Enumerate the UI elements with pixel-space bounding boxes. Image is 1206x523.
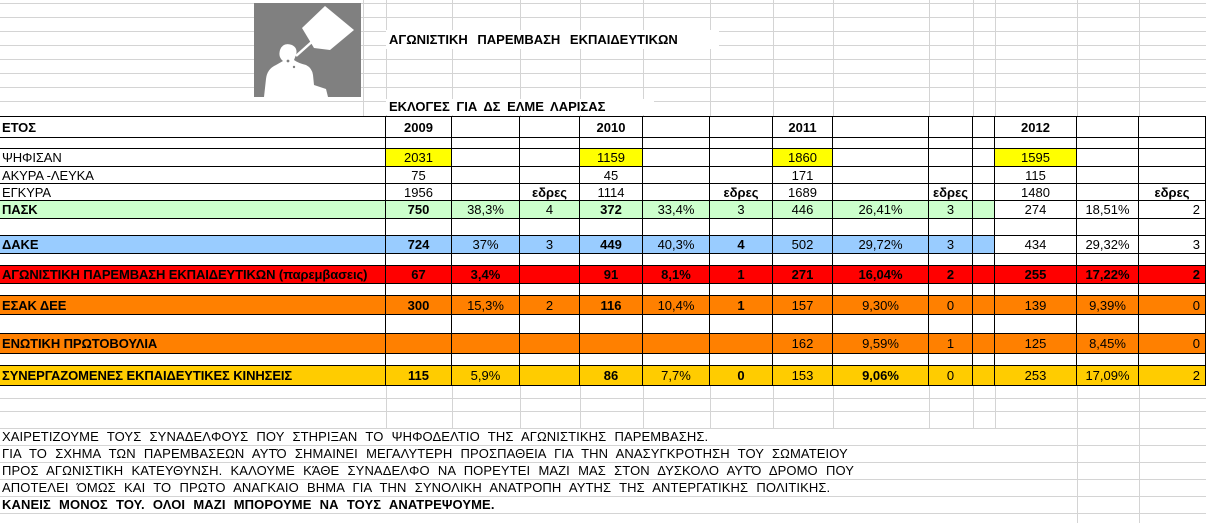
- table-cell[interactable]: 1860: [773, 149, 833, 167]
- table-cell[interactable]: 0: [929, 366, 973, 386]
- empty-cell[interactable]: [520, 266, 580, 284]
- empty-cell[interactable]: [643, 219, 710, 236]
- gridline: [929, 385, 930, 428]
- empty-cell[interactable]: [452, 138, 520, 149]
- empty-cell[interactable]: [710, 315, 773, 334]
- empty-cell[interactable]: [973, 117, 995, 138]
- empty-cell[interactable]: [0, 284, 386, 296]
- empty-cell[interactable]: [580, 354, 643, 366]
- empty-cell[interactable]: [995, 219, 1077, 236]
- gridline: [580, 385, 581, 428]
- row-label-cell[interactable]: ΕΤΟΣ: [0, 117, 386, 138]
- empty-cell[interactable]: [1077, 149, 1139, 167]
- table-cell[interactable]: 0: [710, 366, 773, 386]
- empty-cell[interactable]: [520, 138, 580, 149]
- empty-cell[interactable]: [833, 149, 929, 167]
- empty-cell[interactable]: [973, 201, 995, 219]
- empty-cell[interactable]: [0, 254, 386, 266]
- row-label-cell[interactable]: ΕΓΚΥΡΑ: [0, 184, 386, 201]
- empty-cell[interactable]: [520, 219, 580, 236]
- table-cell[interactable]: 45: [580, 167, 643, 184]
- table-cell[interactable]: 372: [580, 201, 643, 219]
- gridline: [973, 385, 974, 428]
- table-row: [0, 167, 1206, 184]
- table-cell[interactable]: εδρες: [929, 184, 973, 201]
- gridline: [1139, 385, 1140, 523]
- empty-cell[interactable]: [1077, 254, 1139, 266]
- empty-cell[interactable]: [929, 138, 973, 149]
- empty-cell[interactable]: [1077, 219, 1139, 236]
- table-cell[interactable]: 116: [580, 296, 643, 315]
- empty-cell[interactable]: [833, 284, 929, 296]
- empty-cell[interactable]: [1139, 254, 1206, 266]
- empty-cell[interactable]: [643, 138, 710, 149]
- table-cell[interactable]: 1956: [386, 184, 452, 201]
- empty-cell[interactable]: [973, 296, 995, 315]
- footer-line: ΚΑΝΕΙΣ ΜΟΝΟΣ ΤΟΥ. ΟΛΟΙ ΜΑΖΙ ΜΠΟΡΟΥΜΕ ΝΑ ΤΟΥΣ ΑΝΑΤΡΕΨΟΥΜΕ.: [2, 497, 495, 512]
- table-cell[interactable]: εδρες: [1139, 184, 1206, 201]
- table-cell[interactable]: 15,3%: [452, 296, 520, 315]
- gridline: [710, 385, 711, 428]
- table-cell[interactable]: 300: [386, 296, 452, 315]
- gridline: [0, 59, 1206, 60]
- table-cell[interactable]: 1689: [773, 184, 833, 201]
- empty-cell[interactable]: [580, 284, 643, 296]
- empty-cell[interactable]: [643, 315, 710, 334]
- gridline: [929, 0, 930, 116]
- empty-cell[interactable]: [643, 254, 710, 266]
- empty-cell[interactable]: [833, 117, 929, 138]
- empty-cell[interactable]: [520, 315, 580, 334]
- empty-cell[interactable]: [1139, 149, 1206, 167]
- table-cell[interactable]: 37%: [452, 236, 520, 254]
- sheet-subtitle: ΕΚΛΟΓΕΣ ΓΙΑ ΔΣ ΕΛΜΕ ΛΑΡΙΣΑΣ: [386, 99, 654, 115]
- table-cell[interactable]: 18,51%: [1077, 201, 1139, 219]
- table-cell[interactable]: 2: [1139, 201, 1206, 219]
- table-cell[interactable]: 1: [929, 334, 973, 354]
- empty-cell[interactable]: [773, 315, 833, 334]
- table-row: [0, 201, 1206, 219]
- footer-line: ΓΙΑ ΤΟ ΣΧΗΜΑ ΤΩΝ ΠΑΡΕΜΒΑΣΕΩΝ ΑΥΤΌ ΣΗΜΑΙΝΕΙ ΜΕΓΑΛΥΤΕΡΗ ΠΡΟΣΠΑΘΕΙΑ ΓΙΑ ΤΗΝ ΑΝΑΣΥΓΚΡΟΤΗΣΗ ΤΟΥ ΣΩΜΑΤΕΙΟΥ: [2, 446, 848, 461]
- table-cell[interactable]: 157: [773, 296, 833, 315]
- empty-cell[interactable]: [833, 315, 929, 334]
- row-label-cell[interactable]: ΣΥΝΕΡΓΑΖΟΜΕΝΕΣ ΕΚΠΑΙΔΕΥΤΙΚΕΣ ΚΙΝΗΣΕΙΣ: [0, 366, 386, 386]
- table-cell[interactable]: 255: [995, 266, 1077, 284]
- empty-cell[interactable]: [710, 138, 773, 149]
- flag-bearer-logo: [254, 3, 361, 97]
- table-cell[interactable]: 67: [386, 266, 452, 284]
- gridline: [0, 17, 1206, 18]
- empty-cell[interactable]: [710, 117, 773, 138]
- empty-cell[interactable]: [973, 284, 995, 296]
- spacer-row: [0, 219, 1206, 236]
- gridline: [995, 385, 996, 428]
- empty-cell[interactable]: [643, 334, 710, 354]
- sheet-title: ΑΓΩΝΙΣΤΙΚΗ ΠΑΡΕΜΒΑΣΗ ΕΚΠΑΙΔΕΥΤΙΚΩΝ: [386, 30, 719, 49]
- empty-cell[interactable]: [833, 354, 929, 366]
- table-cell[interactable]: 2009: [386, 117, 452, 138]
- table-cell[interactable]: 2: [929, 266, 973, 284]
- table-row: [0, 334, 1206, 354]
- empty-cell[interactable]: [580, 315, 643, 334]
- table-cell[interactable]: 8,1%: [643, 266, 710, 284]
- table-cell[interactable]: 1: [710, 296, 773, 315]
- empty-cell[interactable]: [929, 354, 973, 366]
- empty-cell[interactable]: [452, 315, 520, 334]
- footer-line: ΧΑΙΡΕΤΙΖΟΥΜΕ ΤΟΥΣ ΣΥΝΑΔΕΛΦΟΥΣ ΠΟΥ ΣΤΗΡΙΞΑΝ ΤΟ ΨΗΦΟΔΕΛΤΙΟ ΤΗΣ ΑΓΩΝΙΣΤΙΚΗΣ ΠΑΡΕΜΒΑΣΗΣ.: [2, 429, 709, 444]
- empty-cell[interactable]: [1139, 167, 1206, 184]
- table-cell[interactable]: 2011: [773, 117, 833, 138]
- empty-cell[interactable]: [973, 266, 995, 284]
- empty-cell[interactable]: [386, 354, 452, 366]
- table-cell[interactable]: 16,04%: [833, 266, 929, 284]
- table-cell[interactable]: 4: [520, 201, 580, 219]
- table-cell[interactable]: 9,06%: [833, 366, 929, 386]
- gridline: [995, 0, 996, 116]
- empty-cell[interactable]: [386, 138, 452, 149]
- empty-cell[interactable]: [1139, 354, 1206, 366]
- empty-cell[interactable]: [773, 219, 833, 236]
- table-cell[interactable]: 115: [386, 366, 452, 386]
- empty-cell[interactable]: [973, 354, 995, 366]
- table-cell[interactable]: 9,39%: [1077, 296, 1139, 315]
- empty-cell[interactable]: [995, 138, 1077, 149]
- gridline: [833, 385, 834, 428]
- empty-cell[interactable]: [1077, 315, 1139, 334]
- table-cell[interactable]: 1: [710, 266, 773, 284]
- table-cell[interactable]: 26,41%: [833, 201, 929, 219]
- table-cell[interactable]: εδρες: [520, 184, 580, 201]
- gridline: [833, 0, 834, 116]
- empty-cell[interactable]: [973, 334, 995, 354]
- gridline: [1077, 385, 1078, 523]
- row-label-cell[interactable]: ΕΝΩΤΙΚΗ ΠΡΩΤΟΒΟΥΛΙΑ: [0, 334, 386, 354]
- table-row: [0, 366, 1206, 386]
- empty-cell[interactable]: [452, 334, 520, 354]
- table-cell[interactable]: 153: [773, 366, 833, 386]
- empty-cell[interactable]: [973, 219, 995, 236]
- table-row: [0, 266, 1206, 284]
- election-results-table: [0, 116, 1206, 386]
- empty-cell[interactable]: [1077, 117, 1139, 138]
- gridline: [0, 411, 1206, 412]
- empty-cell[interactable]: [929, 117, 973, 138]
- empty-cell[interactable]: [833, 254, 929, 266]
- empty-cell[interactable]: [973, 236, 995, 254]
- empty-cell[interactable]: [833, 138, 929, 149]
- empty-cell[interactable]: [773, 284, 833, 296]
- footer-line: ΑΠΟΤΕΛΕΙ ΌΜΩΣ ΚΑΙ ΤΟ ΠΡΩΤΟ ΑΝΑΓΚΑΙΟ ΒΗΜΑ ΓΙΑ ΤΗΝ ΣΥΝΟΛΙΚΗ ΑΝΑΤΡΟΠΗ ΑΥΤΗΣ ΤΗΣ ΑΝΤΕΡΓΑΤΙΚΗΣ ΠΟΛΙΤΙΚΗΣ.: [2, 480, 831, 495]
- row-label-cell[interactable]: ΠΑΣΚ: [0, 201, 386, 219]
- table-cell[interactable]: 0: [1139, 334, 1206, 354]
- gridline: [0, 398, 1206, 399]
- gridline: [386, 385, 387, 428]
- table-cell[interactable]: 125: [995, 334, 1077, 354]
- empty-cell[interactable]: [643, 117, 710, 138]
- gridline: [1139, 0, 1140, 116]
- table-cell[interactable]: 1595: [995, 149, 1077, 167]
- table-cell[interactable]: 171: [773, 167, 833, 184]
- empty-cell[interactable]: [520, 167, 580, 184]
- table-cell[interactable]: 3: [1139, 236, 1206, 254]
- empty-cell[interactable]: [710, 354, 773, 366]
- table-cell[interactable]: 3,4%: [452, 266, 520, 284]
- table-cell[interactable]: 449: [580, 236, 643, 254]
- empty-cell[interactable]: [386, 254, 452, 266]
- table-cell[interactable]: 10,4%: [643, 296, 710, 315]
- empty-cell[interactable]: [0, 219, 386, 236]
- table-cell[interactable]: 446: [773, 201, 833, 219]
- row-label-cell[interactable]: ΨΗΦΙΣΑΝ: [0, 149, 386, 167]
- table-cell[interactable]: 162: [773, 334, 833, 354]
- table-cell[interactable]: 0: [929, 296, 973, 315]
- empty-cell[interactable]: [1077, 284, 1139, 296]
- table-cell[interactable]: 274: [995, 201, 1077, 219]
- empty-cell[interactable]: [995, 254, 1077, 266]
- empty-cell[interactable]: [929, 219, 973, 236]
- empty-cell[interactable]: [995, 284, 1077, 296]
- table-cell[interactable]: 29,72%: [833, 236, 929, 254]
- footer-line: ΠΡΟΣ ΑΓΩΝΙΣΤΙΚΗ ΚΑΤΕΥΘΥΝΣΗ. ΚΑΛΟΥΜΕ ΚΆΘΕ ΣΥΝΑΔΕΛΦΟ ΝΑ ΠΟΡΕΥΤΕΙ ΜΑΖΙ ΜΑΣ ΣΤΟΝ ΔΥΣΚΟΛΟ ΑΥΤΌ ΔΡΟΜΟ ΠΟΥ: [2, 463, 855, 478]
- table-cell[interactable]: 4: [710, 236, 773, 254]
- table-cell[interactable]: 29,32%: [1077, 236, 1139, 254]
- table-cell[interactable]: 17,22%: [1077, 266, 1139, 284]
- empty-cell[interactable]: [833, 219, 929, 236]
- empty-cell[interactable]: [580, 219, 643, 236]
- empty-cell[interactable]: [643, 184, 710, 201]
- gridline: [0, 73, 1206, 74]
- table-cell[interactable]: 1159: [580, 149, 643, 167]
- empty-cell[interactable]: [710, 334, 773, 354]
- empty-cell[interactable]: [995, 315, 1077, 334]
- spacer-row: [0, 284, 1206, 296]
- empty-cell[interactable]: [452, 219, 520, 236]
- empty-cell[interactable]: [833, 184, 929, 201]
- table-cell[interactable]: 3: [520, 236, 580, 254]
- gridline: [773, 0, 774, 116]
- table-cell[interactable]: 1114: [580, 184, 643, 201]
- table-cell[interactable]: 7,7%: [643, 366, 710, 386]
- empty-cell[interactable]: [1139, 138, 1206, 149]
- row-label-cell[interactable]: ΑΓΩΝΙΣΤΙΚΗ ΠΑΡΕΜΒΑΣΗ ΕΚΠΑΙΔΕΥΤΙΚΩΝ (παρεμβασεις): [0, 266, 386, 284]
- table-cell[interactable]: 750: [386, 201, 452, 219]
- table-cell[interactable]: 2012: [995, 117, 1077, 138]
- table-cell[interactable]: 0: [1139, 296, 1206, 315]
- empty-cell[interactable]: [973, 315, 995, 334]
- table-cell[interactable]: εδρες: [710, 184, 773, 201]
- gridline: [710, 0, 711, 116]
- table-cell[interactable]: 40,3%: [643, 236, 710, 254]
- table-cell[interactable]: 9,30%: [833, 296, 929, 315]
- table-cell[interactable]: 3: [929, 236, 973, 254]
- flag-bearer-icon: [254, 3, 361, 97]
- empty-cell[interactable]: [973, 366, 995, 386]
- empty-cell[interactable]: [452, 284, 520, 296]
- empty-cell[interactable]: [1077, 138, 1139, 149]
- empty-cell[interactable]: [643, 284, 710, 296]
- table-cell[interactable]: 139: [995, 296, 1077, 315]
- table-cell[interactable]: 91: [580, 266, 643, 284]
- empty-cell[interactable]: [1139, 219, 1206, 236]
- table-cell[interactable]: 86: [580, 366, 643, 386]
- table-cell[interactable]: 115: [995, 167, 1077, 184]
- gridline: [0, 87, 1206, 88]
- row-label-cell[interactable]: ΕΣΑΚ ΔΕΕ: [0, 296, 386, 315]
- table-cell[interactable]: 38,3%: [452, 201, 520, 219]
- spacer-row: [0, 254, 1206, 266]
- table-cell[interactable]: 3: [929, 201, 973, 219]
- empty-cell[interactable]: [520, 354, 580, 366]
- table-cell[interactable]: 2: [520, 296, 580, 315]
- gridline: [973, 0, 974, 116]
- empty-cell[interactable]: [929, 254, 973, 266]
- empty-cell[interactable]: [1077, 354, 1139, 366]
- gridline: [643, 385, 644, 428]
- table-cell[interactable]: 33,4%: [643, 201, 710, 219]
- row-label-cell[interactable]: ΑΚΥΡΑ -ΛΕΥΚΑ: [0, 167, 386, 184]
- gridline: [773, 385, 774, 428]
- empty-cell[interactable]: [929, 284, 973, 296]
- table-cell[interactable]: 253: [995, 366, 1077, 386]
- empty-cell[interactable]: [452, 254, 520, 266]
- table-cell[interactable]: 5,9%: [452, 366, 520, 386]
- table-row: [0, 184, 1206, 201]
- empty-cell[interactable]: [520, 284, 580, 296]
- empty-cell[interactable]: [1139, 315, 1206, 334]
- empty-cell[interactable]: [452, 354, 520, 366]
- table-cell[interactable]: 3: [710, 201, 773, 219]
- spacer-row: [0, 354, 1206, 366]
- empty-cell[interactable]: [973, 254, 995, 266]
- empty-cell[interactable]: [643, 167, 710, 184]
- table-row: [0, 296, 1206, 315]
- empty-cell[interactable]: [1077, 184, 1139, 201]
- empty-cell[interactable]: [643, 354, 710, 366]
- spacer-row: [0, 138, 1206, 149]
- empty-cell[interactable]: [520, 366, 580, 386]
- empty-cell[interactable]: [386, 284, 452, 296]
- gridline: [452, 385, 453, 428]
- table-cell[interactable]: 2031: [386, 149, 452, 167]
- empty-cell[interactable]: [0, 315, 386, 334]
- empty-cell[interactable]: [386, 315, 452, 334]
- table-cell[interactable]: 724: [386, 236, 452, 254]
- empty-cell[interactable]: [773, 254, 833, 266]
- empty-cell[interactable]: [1077, 167, 1139, 184]
- empty-cell[interactable]: [710, 284, 773, 296]
- empty-cell[interactable]: [452, 149, 520, 167]
- gridline: [0, 3, 1206, 4]
- table-row: [0, 149, 1206, 167]
- empty-cell[interactable]: [973, 184, 995, 201]
- empty-cell[interactable]: [833, 167, 929, 184]
- empty-cell[interactable]: [929, 315, 973, 334]
- gridline: [1077, 0, 1078, 116]
- table-cell[interactable]: 8,45%: [1077, 334, 1139, 354]
- empty-cell[interactable]: [580, 334, 643, 354]
- empty-cell[interactable]: [452, 167, 520, 184]
- table-row: [0, 117, 1206, 138]
- empty-cell[interactable]: [710, 149, 773, 167]
- table-cell[interactable]: 2: [1139, 266, 1206, 284]
- gridline: [520, 385, 521, 428]
- table-cell[interactable]: 502: [773, 236, 833, 254]
- empty-cell[interactable]: [973, 167, 995, 184]
- empty-cell[interactable]: [710, 219, 773, 236]
- empty-cell[interactable]: [580, 254, 643, 266]
- empty-cell[interactable]: [520, 334, 580, 354]
- gridline: [0, 513, 1206, 514]
- table-cell[interactable]: 17,09%: [1077, 366, 1139, 386]
- empty-cell[interactable]: [973, 138, 995, 149]
- empty-cell[interactable]: [452, 184, 520, 201]
- empty-cell[interactable]: [929, 167, 973, 184]
- gridline: [363, 0, 364, 116]
- empty-cell[interactable]: [580, 138, 643, 149]
- empty-cell[interactable]: [1139, 284, 1206, 296]
- empty-cell[interactable]: [520, 117, 580, 138]
- table-cell[interactable]: 1480: [995, 184, 1077, 201]
- table-cell[interactable]: 434: [995, 236, 1077, 254]
- empty-cell[interactable]: [929, 149, 973, 167]
- empty-cell[interactable]: [520, 254, 580, 266]
- table-cell[interactable]: 2: [1139, 366, 1206, 386]
- table-cell[interactable]: 75: [386, 167, 452, 184]
- table-cell[interactable]: 9,59%: [833, 334, 929, 354]
- table-cell[interactable]: 2010: [580, 117, 643, 138]
- empty-cell[interactable]: [995, 354, 1077, 366]
- empty-cell[interactable]: [0, 354, 386, 366]
- empty-cell[interactable]: [973, 149, 995, 167]
- spacer-row: [0, 315, 1206, 334]
- empty-cell[interactable]: [773, 138, 833, 149]
- empty-cell[interactable]: [0, 138, 386, 149]
- empty-cell[interactable]: [1139, 117, 1206, 138]
- empty-cell[interactable]: [520, 149, 580, 167]
- table-cell[interactable]: 271: [773, 266, 833, 284]
- table-row: [0, 236, 1206, 254]
- empty-cell[interactable]: [452, 117, 520, 138]
- empty-cell[interactable]: [710, 254, 773, 266]
- empty-cell[interactable]: [386, 219, 452, 236]
- empty-cell[interactable]: [773, 354, 833, 366]
- row-label-cell[interactable]: ΔΑΚΕ: [0, 236, 386, 254]
- empty-cell[interactable]: [643, 149, 710, 167]
- empty-cell[interactable]: [386, 334, 452, 354]
- empty-cell[interactable]: [710, 167, 773, 184]
